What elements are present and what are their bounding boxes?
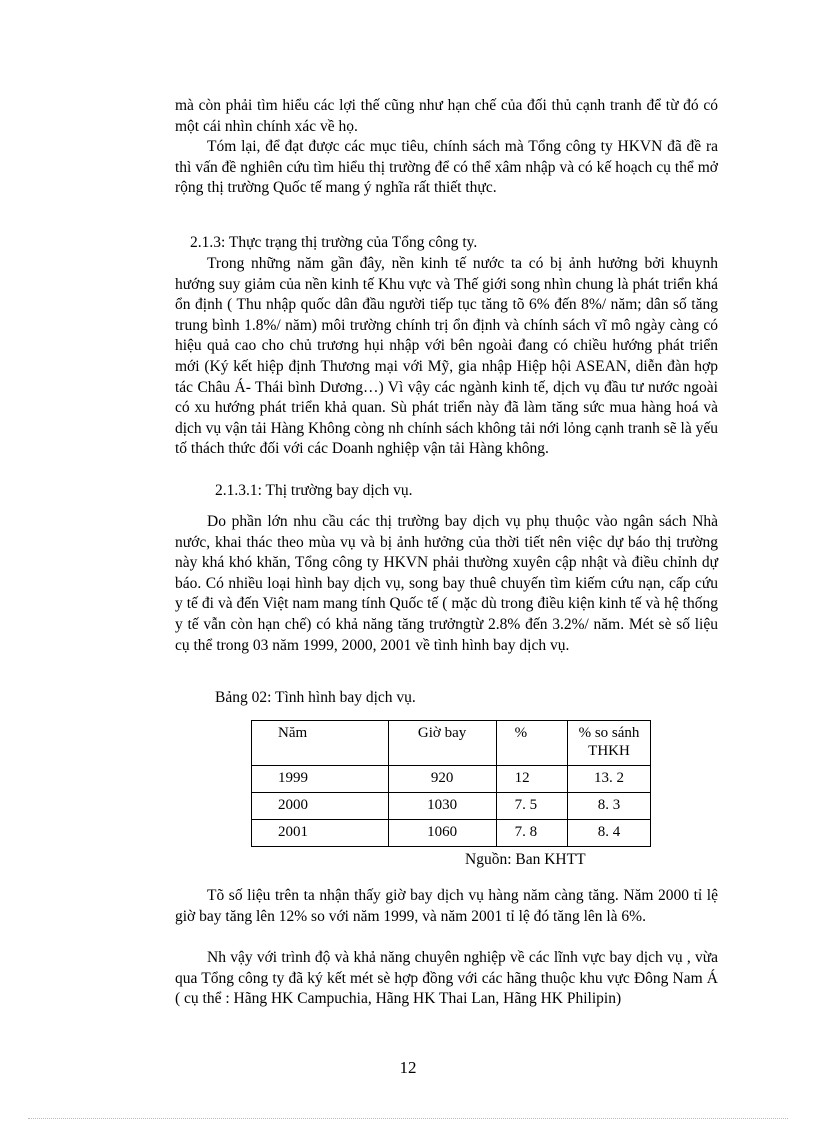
table-caption: Bảng 02: Tình hình bay dịch vụ. <box>215 689 416 706</box>
table-source: Nguồn: Ban KHTT <box>465 851 586 868</box>
table-header-cell: % <box>496 721 567 766</box>
paragraph-analysis: Tõ số liệu trên ta nhận thấy giờ bay dịch vụ hàng năm càng tăng. Năm 2000 tỉ lệ giờ bay tăng lên 12% so với năm 1999, và năm 2001 tỉ lệ đó tăng lên là 6%. <box>175 887 718 925</box>
section-heading-2-1-3: 2.1.3: Thực trạng thị trường của Tổng công ty. <box>190 234 478 251</box>
paragraph-competitors: mà còn phải tìm hiểu các lợi thế cũng như hạn chế của đối thủ cạnh tranh để từ đó có một cái nhìn chính xác về họ. <box>175 97 718 135</box>
table-cell: 1030 <box>388 793 496 820</box>
page-number: 12 <box>399 1058 417 1077</box>
table-cell: 2001 <box>252 820 389 847</box>
table-header-row <box>252 721 651 766</box>
table-header-cell: Giờ bay <box>388 721 496 766</box>
table-cell: 12 <box>496 766 567 793</box>
table-header-cell: % so sánh THKH <box>568 721 651 766</box>
paragraph-contracts: Nh vậy với trình độ và khả năng chuyên nghiệp về các lĩnh vực bay dịch vụ , vừa qua Tổng công ty đã ký kết mét sè hợp đồng với các hãng thuộc khu vực Đông Nam Á ( cụ thể : Hãng HK Campuchia, Hãng HK Thai Lan, Hãng HK Philipin) <box>175 949 718 1008</box>
table-cell: 1999 <box>252 766 389 793</box>
table-cell: 1060 <box>388 820 496 847</box>
table-row <box>252 820 651 847</box>
page-bottom-border <box>28 1118 788 1119</box>
paragraph-service-flights: Do phần lớn nhu cầu các thị trường bay dịch vụ phụ thuộc vào ngân sách Nhà nước, khai thác theo mùa vụ và bị ảnh hưởng của thời tiết nên việc dự báo thị trường này khá khó khăn, Tổng công ty HKVN phải thường xuyên cập nhật và điều chỉnh dự báo. Có nhiều loại hình bay dịch vụ, song bay thuê chuyến tìm kiếm cứu nạn, cấp cứu y tế đi và đến Việt nam mang tính Quốc tế ( mặc dù trong điều kiện kinh tế và hệ thống y tế vẫn còn hạn chế) có khả năng tăng trưởngtừ 2.8% đến 3.2%/ năm. Mét sè số liệu cụ thể trong 03 năm 1999, 2000, 2001 về tình hình bay dịch vụ. <box>175 513 718 654</box>
table-cell: 8. 3 <box>568 793 651 820</box>
paragraph-market-situation: Trong những năm gần đây, nền kinh tế nước ta có bị ảnh hưởng bởi khuynh hướng suy giảm của nền kinh tế Khu vực và Thế giới song nhìn chung là phát triển khá ổn định ( Thu nhập quốc dân đầu người tiếp tục tăng tõ 6% đến 8%/ năm; dân số tăng trung bình 1.8%/ năm) môi trường chính trị ổn định và chính sách vĩ mô ngày càng có hiệu quả cao cho chủ trương hụi nhập với bên ngoài đang có chiều hướng phát triển mới (Ký kết hiệp định Thương mại với Mỹ, gia nhập Hiệp hội ASEAN, diễn đàn hợp tác Châu Á- Thái bình Dương…) Vì vậy các ngành kinh tế, dịch vụ đầu tư nước ngoài có xu hướng phát triển khả quan. Sù phát triển này đã làm tăng sức mua hàng hoá và dịch vụ vận tải Hàng Không còng nh chính sách không tải nới lỏng cạnh tranh sẽ là yếu tố thách thức đối với các Doanh nghiệp vận tải Hàng không. <box>175 255 718 458</box>
table-cell: 7. 5 <box>496 793 567 820</box>
service-flights-table <box>251 720 651 847</box>
table-cell: 920 <box>388 766 496 793</box>
table-row <box>252 766 651 793</box>
table-cell: 2000 <box>252 793 389 820</box>
table-header-cell: Năm <box>252 721 389 766</box>
table-cell: 8. 4 <box>568 820 651 847</box>
table-cell: 13. 2 <box>568 766 651 793</box>
paragraph-summary: Tóm lại, để đạt được các mục tiêu, chính sách mà Tổng công ty HKVN đã đề ra thì vấn đề nghiên cứu tìm hiểu thị trường để có thể xâm nhập và có kế hoạch cụ thể mở rộng thị trường Quốc tế mang ý nghĩa rất thiết thực. <box>175 138 718 197</box>
table-row <box>252 793 651 820</box>
section-heading-2-1-3-1: 2.1.3.1: Thị trường bay dịch vụ. <box>215 482 413 499</box>
table-cell: 7. 8 <box>496 820 567 847</box>
